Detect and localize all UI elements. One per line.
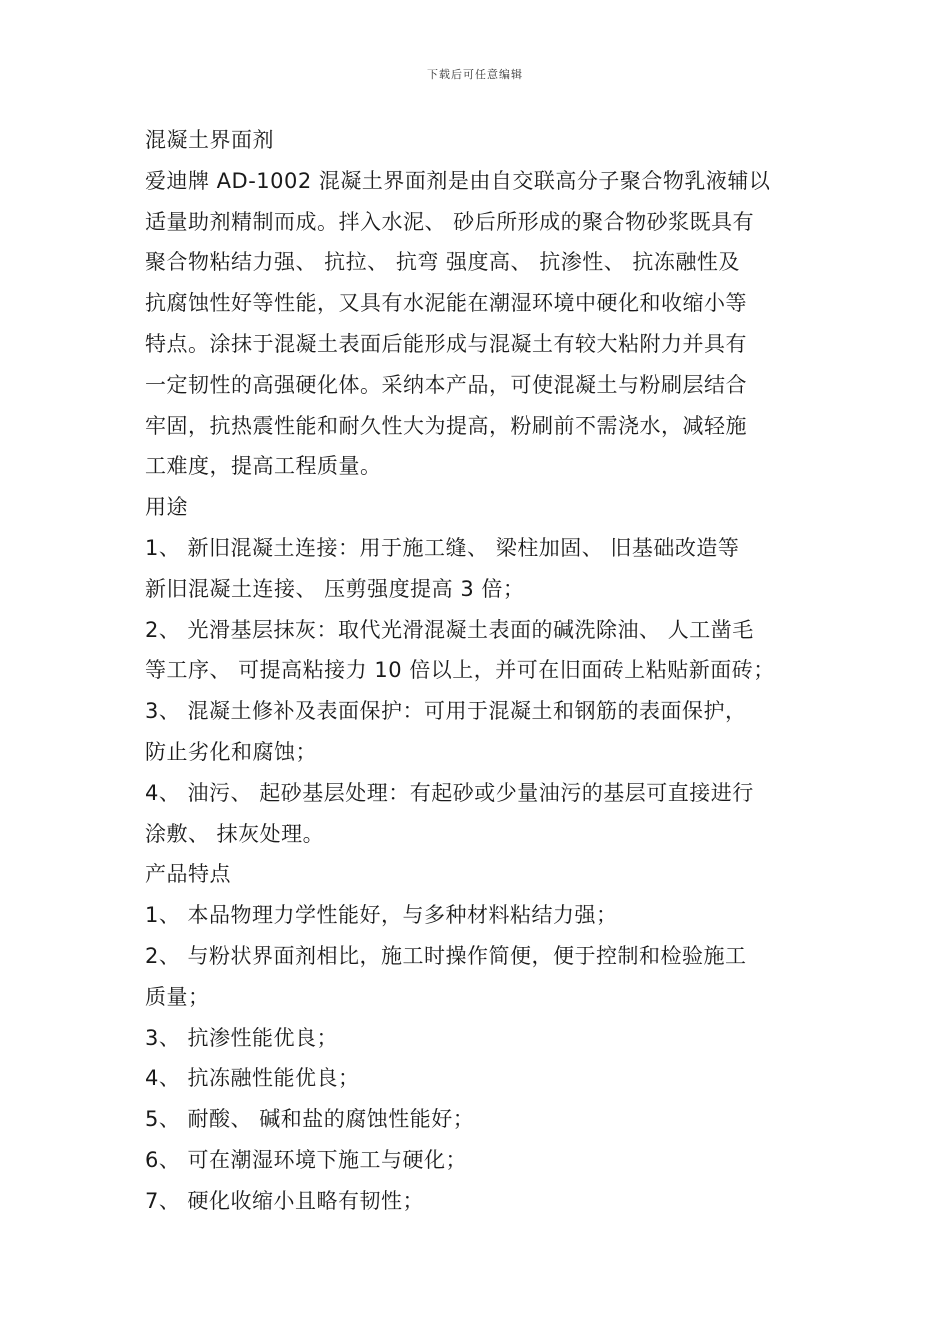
- uses-item-2-line-1: 2、 光滑基层抹灰：取代光滑混凝土表面的碱洗除油、 人工凿毛: [145, 617, 754, 642]
- intro-line-3: 聚合物粘结力强、 抗拉、 抗弯 强度高、 抗渗性、 抗冻融性及: [145, 250, 740, 275]
- features-item-2-line-1: 2、 与粉状界面剂相比，施工时操作简便，便于控制和检验施工: [145, 943, 747, 968]
- uses-item-3-line-1: 3、 混凝土修补及表面保护：可用于混凝土和钢筋的表面保护，: [145, 699, 747, 724]
- uses-item-4-line-1: 4、 油污、 起砂基层处理：有起砂或少量油污的基层可直接进行: [145, 780, 754, 805]
- features-item-6: 6、 可在潮湿环境下施工与硬化；: [145, 1147, 468, 1172]
- intro-line-6: 一定韧性的高强硬化体。采纳本产品，可使混凝土与粉刷层结合: [145, 372, 747, 397]
- uses-item-3-line-2: 防止劣化和腐蚀；: [145, 739, 317, 764]
- uses-item-2-line-2: 等工序、 可提高粘接力 10 倍以上，并可在旧面砖上粘贴新面砖；: [145, 658, 775, 683]
- document-title: 混凝土界面剂: [145, 128, 274, 152]
- features-item-3: 3、 抗渗性能优良；: [145, 1025, 339, 1050]
- section-heading-uses: 用途: [145, 495, 188, 520]
- features-item-4: 4、 抗冻融性能优良；: [145, 1066, 360, 1091]
- features-item-2-line-2: 质量；: [145, 984, 210, 1009]
- features-item-1: 1、 本品物理力学性能好，与多种材料粘结力强；: [145, 903, 618, 928]
- features-item-5: 5、 耐酸、 碱和盐的腐蚀性能好；: [145, 1107, 475, 1132]
- intro-line-5: 特点。涂抹于混凝土表面后能形成与混凝土有较大粘附力并具有: [145, 331, 747, 356]
- intro-line-2: 适量助剂精制而成。拌入水泥、 砂后所形成的聚合物砂浆既具有: [145, 209, 755, 234]
- features-item-7: 7、 硬化收缩小且略有韧性；: [145, 1188, 425, 1213]
- intro-line-1: 爱迪牌 AD-1002 混凝土界面剂是由自交联高分子聚合物乳液辅以: [145, 168, 771, 193]
- section-heading-features: 产品特点: [145, 862, 231, 887]
- intro-line-8: 工难度，提高工程质量。: [145, 454, 382, 479]
- intro-line-4: 抗腐蚀性好等性能，又具有水泥能在潮湿环境中硬化和收缩小等: [145, 291, 747, 316]
- uses-item-4-line-2: 涂敷、 抹灰处理。: [145, 821, 325, 846]
- intro-line-7: 牢固，抗热震性能和耐久性大为提高，粉刷前不需浇水，减轻施: [145, 413, 747, 438]
- page-header-note: 下载后可任意编辑: [427, 68, 523, 81]
- document-body: [145, 120, 810, 1222]
- uses-item-1-line-2: 新旧混凝土连接、 压剪强度提高 3 倍；: [145, 576, 525, 601]
- uses-item-1-line-1: 1、 新旧混凝土连接：用于施工缝、 梁柱加固、 旧基础改造等: [145, 535, 740, 560]
